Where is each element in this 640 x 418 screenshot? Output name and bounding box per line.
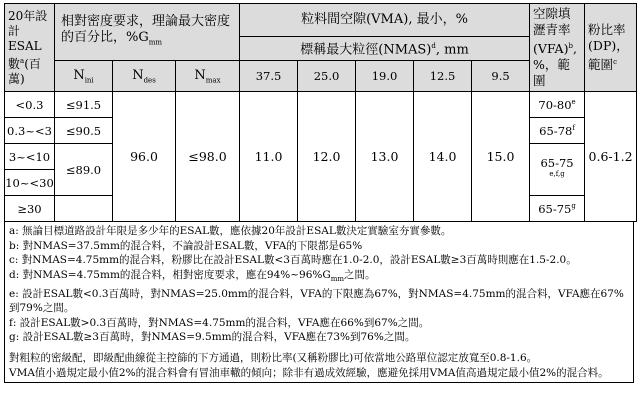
n-des-header [113, 61, 176, 92]
note-e: e: 設計ESAL數<0.3百萬時，對NMAS=25.0mm的混合料，VFA的下限應為67%，對NMAS=4.75mm的混合料，VFA應在67%到79%之間。 [9, 287, 624, 315]
vfa-value-3 [530, 144, 585, 196]
nmas-size-9-5: 9.5 [472, 61, 530, 92]
note-d-text: d: 對NMAS=4.75mm的混合料，相對密度要求，應在94%~96%G [9, 268, 331, 281]
vfa-header-text: 空隙填瀝青率(VFA) [533, 6, 571, 57]
vfa-value-2-text: 65-78 [539, 123, 573, 138]
note-f: f: 設計ESAL數>0.3百萬時，對NMAS=4.75mm的混合料，VFA應在66%到67%之間。 [9, 316, 430, 329]
vma-19-0: 13.0 [356, 92, 414, 222]
note-d [9, 268, 629, 287]
vfa-value-3-sup: e,f,g [549, 169, 565, 178]
density-header-sub: mm [148, 38, 163, 47]
nmas-size-19-0: 19.0 [356, 61, 414, 92]
n-ini-sub: ini [84, 76, 94, 85]
n-ini-value-empty [55, 196, 113, 222]
superpave-criteria-table [4, 3, 637, 222]
n-ini-header [55, 61, 113, 92]
vma-12-5: 14.0 [414, 92, 472, 222]
esal-row-1: <0.3 [5, 92, 55, 118]
note-d-sub: mm [330, 275, 345, 284]
note-c: c: 對NMAS=4.75mm的混合料，粉膠比在設計ESAL數<3百萬時應在1.0-2.0，設計ESAL數≥3百萬時則應在1.5-2.0。 [9, 254, 577, 267]
n-max-header [176, 61, 240, 92]
esal-row-2: 0.3~<3 [5, 118, 55, 144]
vfa-value-3-text: 65-75 [540, 155, 574, 170]
vfa-value-4-text: 65-75 [538, 201, 572, 216]
esal-header-unit: (百萬) [8, 56, 41, 86]
vma-37-5: 11.0 [240, 92, 298, 222]
density-header [55, 4, 240, 61]
n-ini-value-1: ≤91.5 [55, 92, 113, 118]
esal-row-4: 10~<30 [5, 170, 55, 196]
dp-value: 0.6-1.2 [585, 92, 637, 222]
note-vma-warning: VMA值小過規定最小值2%的混合料會有冒油車轍的傾向；除非有過成效經驗，應避免採用VMA值高過規定最小值2%的混合料。 [9, 366, 609, 379]
vfa-header-sup: b [568, 42, 573, 50]
vma-25-0: 12.0 [298, 92, 356, 222]
vfa-header-unit: , %，範圍 [533, 41, 577, 89]
dp-header-sup: c [613, 58, 617, 66]
spec-table-container [4, 3, 636, 383]
esal-header-text: 20年設計ESAL數 [8, 8, 48, 71]
n-ini-letter: N [73, 67, 85, 83]
vma-header: 粒料間空隙(VMA), 最小，% [240, 4, 530, 37]
vfa-value-1-sup: e [571, 97, 576, 106]
vfa-value-1 [530, 92, 585, 118]
vfa-value-2 [530, 118, 585, 144]
nmas-header-text: 標稱最大粒徑(NMAS) [300, 42, 432, 58]
esal-row-3: 3~<10 [5, 144, 55, 170]
vfa-value-4 [530, 196, 585, 222]
vma-9-5: 15.0 [472, 92, 530, 222]
nmas-size-25-0: 25.0 [298, 61, 356, 92]
nmas-header-sup: d [431, 42, 436, 51]
nmas-header [240, 36, 530, 61]
esal-row-5-text: ≥30 [17, 201, 42, 216]
note-dp-relax: 對粗粒的密級配，即級配曲線從主控篩的下方通過，則粉比率(又稱粉膠比)可依當地公路單位認定放寬至0.8-1.6。 [9, 352, 538, 364]
note-d-tail: 之間。 [344, 268, 376, 281]
n-des-sub: des [143, 76, 156, 85]
nmas-header-unit: , mm [435, 42, 469, 58]
n-des-value: 96.0 [113, 92, 176, 222]
n-max-letter: N [194, 67, 206, 83]
nmas-size-37-5: 37.5 [240, 61, 298, 92]
esal-header-sup: a [20, 56, 25, 65]
density-header-text: 相對密度要求，理論最大密度的百分比，%G [61, 13, 231, 45]
note-b: b: 對NMAS=37.5mm的混合料，不論設計ESAL數，VFA的下限都是65% [9, 239, 363, 252]
vfa-value-1-text: 70-80 [538, 97, 572, 112]
vfa-value-4-sup: g [571, 201, 576, 210]
n-ini-value-3: ≤89.0 [55, 144, 113, 196]
esal-row-5 [5, 196, 55, 222]
note-g: g: 設計ESAL數≥3百萬時，對NMAS=9.5mm的混合料，VFA應在73%到76%之間。 [9, 331, 416, 344]
n-max-sub: max [205, 76, 221, 85]
n-max-value: ≤98.0 [176, 92, 240, 222]
dp-header [585, 4, 637, 92]
footnotes [4, 222, 634, 383]
esal-header [5, 4, 55, 92]
note-a: a: 無論目標道路設計年限是多少年的ESAL數，應依據20年設計ESAL數決定實驗室夯實參數。 [9, 225, 452, 238]
n-des-letter: N [132, 67, 144, 83]
n-ini-value-2: ≤90.5 [55, 118, 113, 144]
vfa-value-2-sup: f [572, 123, 575, 132]
vfa-header [530, 4, 585, 92]
dp-header-text: 粉比率(DP)，範圍 [588, 22, 629, 73]
nmas-size-12-5: 12.5 [414, 61, 472, 92]
